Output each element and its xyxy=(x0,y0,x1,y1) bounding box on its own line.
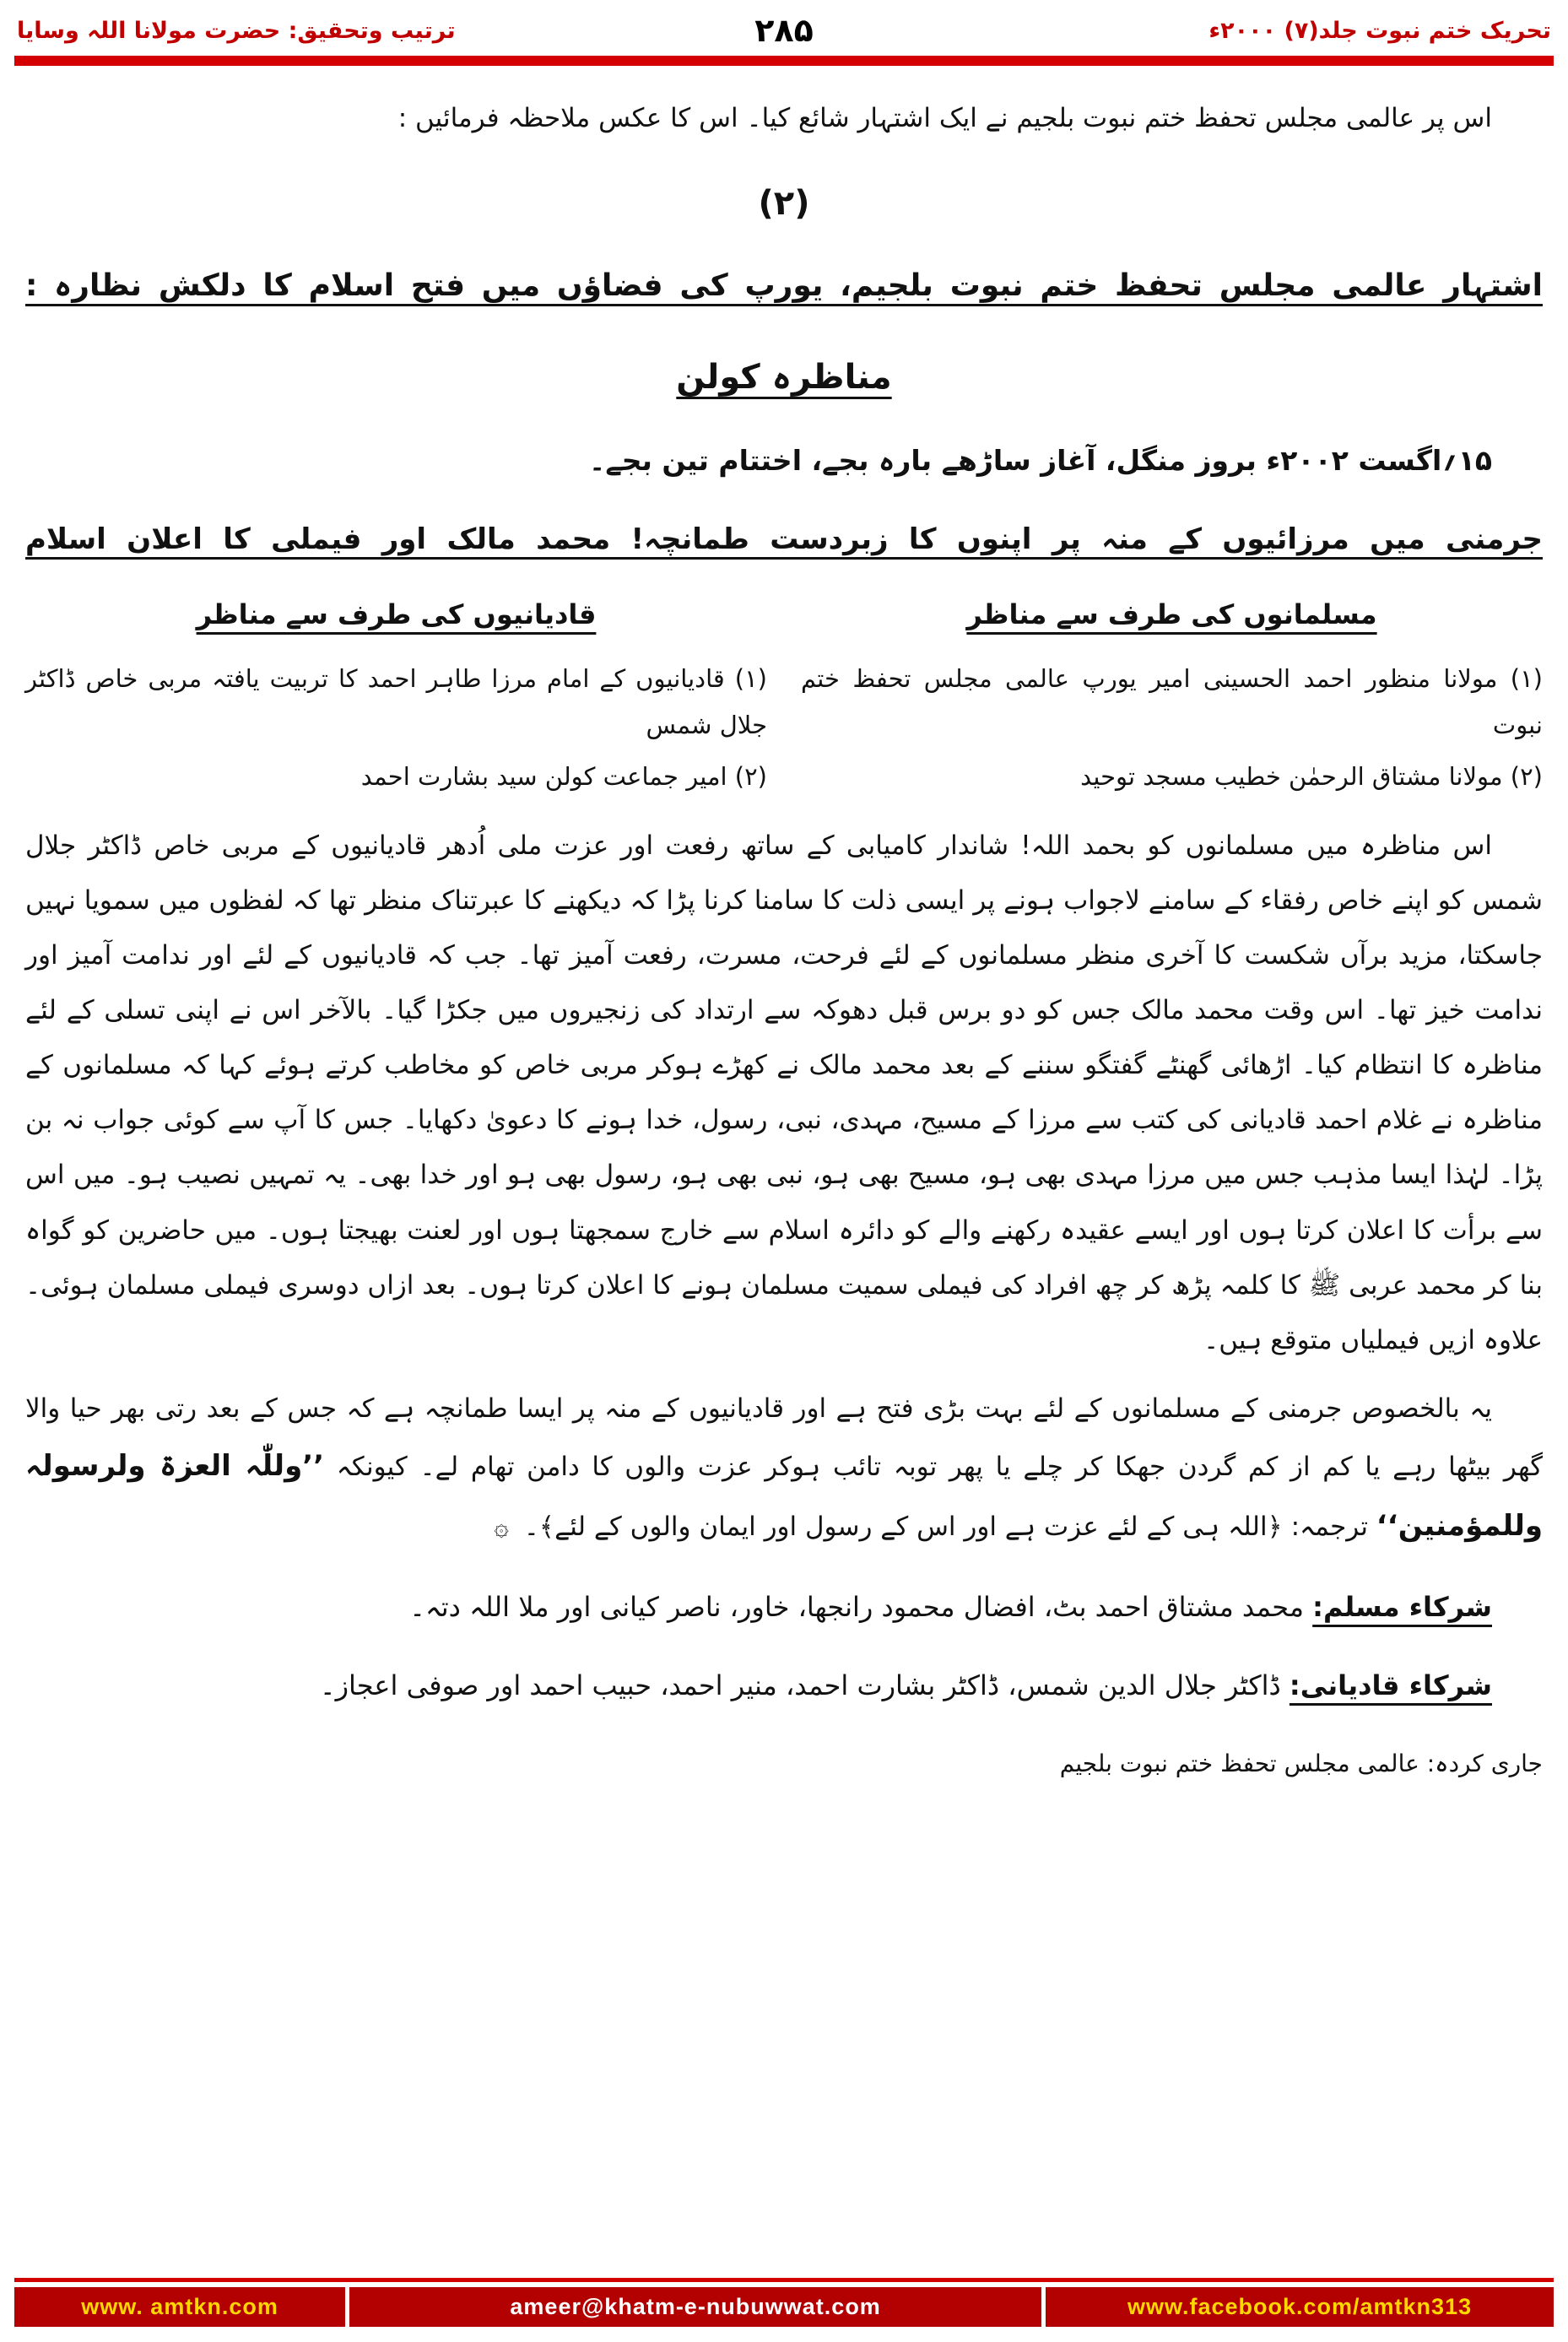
qadiani-column-title: قادیانیوں کی طرف سے مناظر xyxy=(196,598,597,631)
victory-paragraph xyxy=(25,1382,1543,1557)
qadiani-participants-label: شرکاء قادیانی: xyxy=(1289,1669,1492,1701)
intro-paragraph: اس پر عالمی مجلس تحفظ ختم نبوت بلجیم نے ایک اشتہار شائع کیا۔ اس کا عکس ملاحظہ فرمائیں : xyxy=(397,103,1492,133)
quote-translation: ترجمہ: ﴿اللہ ہی کے لئے عزت ہے اور اس کے رسول اور ایمان والوں کے لئے﴾۔ xyxy=(523,1512,1368,1543)
page-number: ۲۸۵ xyxy=(754,12,814,49)
footer-facebook-url: www.facebook.com/amtkn313 xyxy=(1046,2287,1554,2327)
event-date-line: ۱۵؍اگست ۲۰۰۲ء بروز منگل، آغاز ساڑھے بارہ بجے، اختتام تین بجے۔ xyxy=(589,443,1492,477)
footer-rule xyxy=(14,2278,1554,2282)
debaters-columns xyxy=(25,587,1543,804)
document-body xyxy=(0,66,1568,1789)
list-item: (۲) مولانا مشتاق الرحمٰن خطیب مسجد توحید xyxy=(1080,761,1543,791)
header-rule xyxy=(14,56,1554,66)
qadiani-participants-names: ڈاکٹر جلال الدین شمس، ڈاکٹر بشارت احمد، منیر احمد، حبیب احمد اور صوفی اعجاز۔ xyxy=(319,1669,1281,1701)
section-number: (۲) xyxy=(758,184,810,224)
subheading-munazra-cologne: مناظرہ کولن xyxy=(676,357,892,397)
footer-email-address: ameer@khatm-e-nubuwwat.com xyxy=(349,2287,1041,2327)
flower-ornament-icon: ۞ xyxy=(494,1512,509,1543)
list-item: (۲) امیر جماعت کولن سید بشارت احمد xyxy=(360,761,767,791)
announcement-heading: جرمنی میں مرزائیوں کے منہ پر اپنوں کا زبردست طمانچہ! محمد مالک اور فیملی کا اعلان اسلام xyxy=(25,522,1543,556)
header-volume-title: تحریک ختم نبوت جلد(۷) ۲۰۰۰ء xyxy=(1208,17,1551,44)
muslim-participants-label: شرکاء مسلم: xyxy=(1312,1590,1492,1623)
main-heading: اشتہار عالمی مجلس تحفظ ختم نبوت بلجیم، یورپ کی فضاؤں میں فتح اسلام کا دلکش نظارہ : xyxy=(25,268,1543,304)
muslim-debaters-column xyxy=(801,587,1543,804)
header-editor-credit: ترتیب وتحقیق: حضرت مولانا اللہ وسایا xyxy=(17,17,456,44)
issued-by-line: جاری کردہ: عالمی مجلس تحفظ ختم نبوت بلجیم xyxy=(1059,1750,1543,1778)
arabic-quote: ’’وللّٰہ العزۃ ولرسولہ وللمؤمنین‘‘ xyxy=(25,1448,1543,1544)
list-item: (۱) قادیانیوں کے امام مرزا طاہر احمد کا تربیت یافتہ مربی خاص ڈاکٹر جلال شمس xyxy=(25,663,767,739)
victory-text: یہ بالخصوص جرمنی کے مسلمانوں کے لئے بہت بڑی فتح ہے اور قادیانیوں کے منہ پر ایسا طمانچہ ہے کہ جس کے بعد رتی بھر حیا والا گھر بیٹھا رہے یا کم از کم گردن جھکا کر چلے یا پھر توبہ تائب ہوکر عزت والوں کا دامن تھام لے۔ کیونکہ xyxy=(25,1393,1544,1482)
muslim-participants-line xyxy=(25,1579,1543,1636)
qadiani-participants-line xyxy=(25,1658,1543,1714)
muslim-column-title: مسلمانوں کی طرف سے مناظر xyxy=(966,598,1377,631)
list-item: (۱) مولانا منظور احمد الحسینی امیر یورپ عالمی مجلس تحفظ ختم نبوت xyxy=(801,663,1543,739)
footer-website-url: www. amtkn.com xyxy=(14,2287,345,2327)
muslim-participants-names: محمد مشتاق احمد بٹ، افضال محمود رانجھا، خاور، ناصر کیانی اور ملا اللہ دتہ۔ xyxy=(409,1590,1304,1623)
footer-bars xyxy=(14,2287,1554,2327)
page-footer xyxy=(0,2278,1568,2342)
debate-result-paragraph: اس مناظرہ میں مسلمانوں کو بحمد اللہ! شاندار کامیابی کے ساتھ رفعت اور عزت ملی اُدھر قادیانیوں کے مربی خاص ڈاکٹر جلال شمس کو اپنے خاص رفقاء کے سامنے لاجواب ہونے پر ایسی ذلت کا سامنا کرنا پڑا کہ دیکھنے کا عبرتناک منظر تھا کہ لفظوں میں سمویا نہیں جاسکتا، مزید برآں شکست کا آخری منظر مسلمانوں کے لئے فرحت، مسرت، رفعت آمیز تھا۔ جب کہ قادیانیوں کے لئے اور ندامت آمیز اور ندامت خیز تھا۔ اس وقت محمد مالک جس کو دو برس قبل دھوکہ سے ارتداد کی زنجیروں میں جکڑا گیا۔ بالآخر اس نے اپنی تسلی کے لئے مناظرہ کا انتظام کیا۔ اڑھائی گھنٹے گفتگو سننے کے بعد محمد مالک نے کھڑے ہوکر مربی خاص کو مخاطب کرتے ہوئے کہا کہ مسلمانوں کے مناظرہ نے غلام احمد قادیانی کی کتب سے مرزا کے مسیح، مہدی، نبی، رسول، خدا ہونے کا دعویٰ دکھایا۔ جس کا آپ سے کوئی جواب نہ بن پڑا۔ لہٰذا ایسا مذہب جس میں مرزا مہدی بھی ہو، مسیح بھی ہو، نبی بھی ہو، رسول بھی ہو اور خدا بھی۔ یہ تمہیں نصیب ہو۔ میں اس سے برأت کا اعلان کرتا ہوں اور ایسے عقیدہ رکھنے والے کو دائرہ اسلام سے خارج سمجھتا ہوں اور لعنت بھیجتا ہوں۔ میں حاضرین کو گواہ بنا کر محمد عربی ﷺ کا کلمہ پڑھ کر چھ افراد کی فیملی سمیت مسلمان ہونے کا اعلان کرتا ہوں۔ بعد ازاں دوسری فیملی مسلمان ہوئی۔ علاوہ ازیں فیملیاں متوقع ہیں۔ xyxy=(25,830,1543,1355)
qadiani-debaters-column xyxy=(25,587,767,804)
page-header xyxy=(0,0,1568,54)
